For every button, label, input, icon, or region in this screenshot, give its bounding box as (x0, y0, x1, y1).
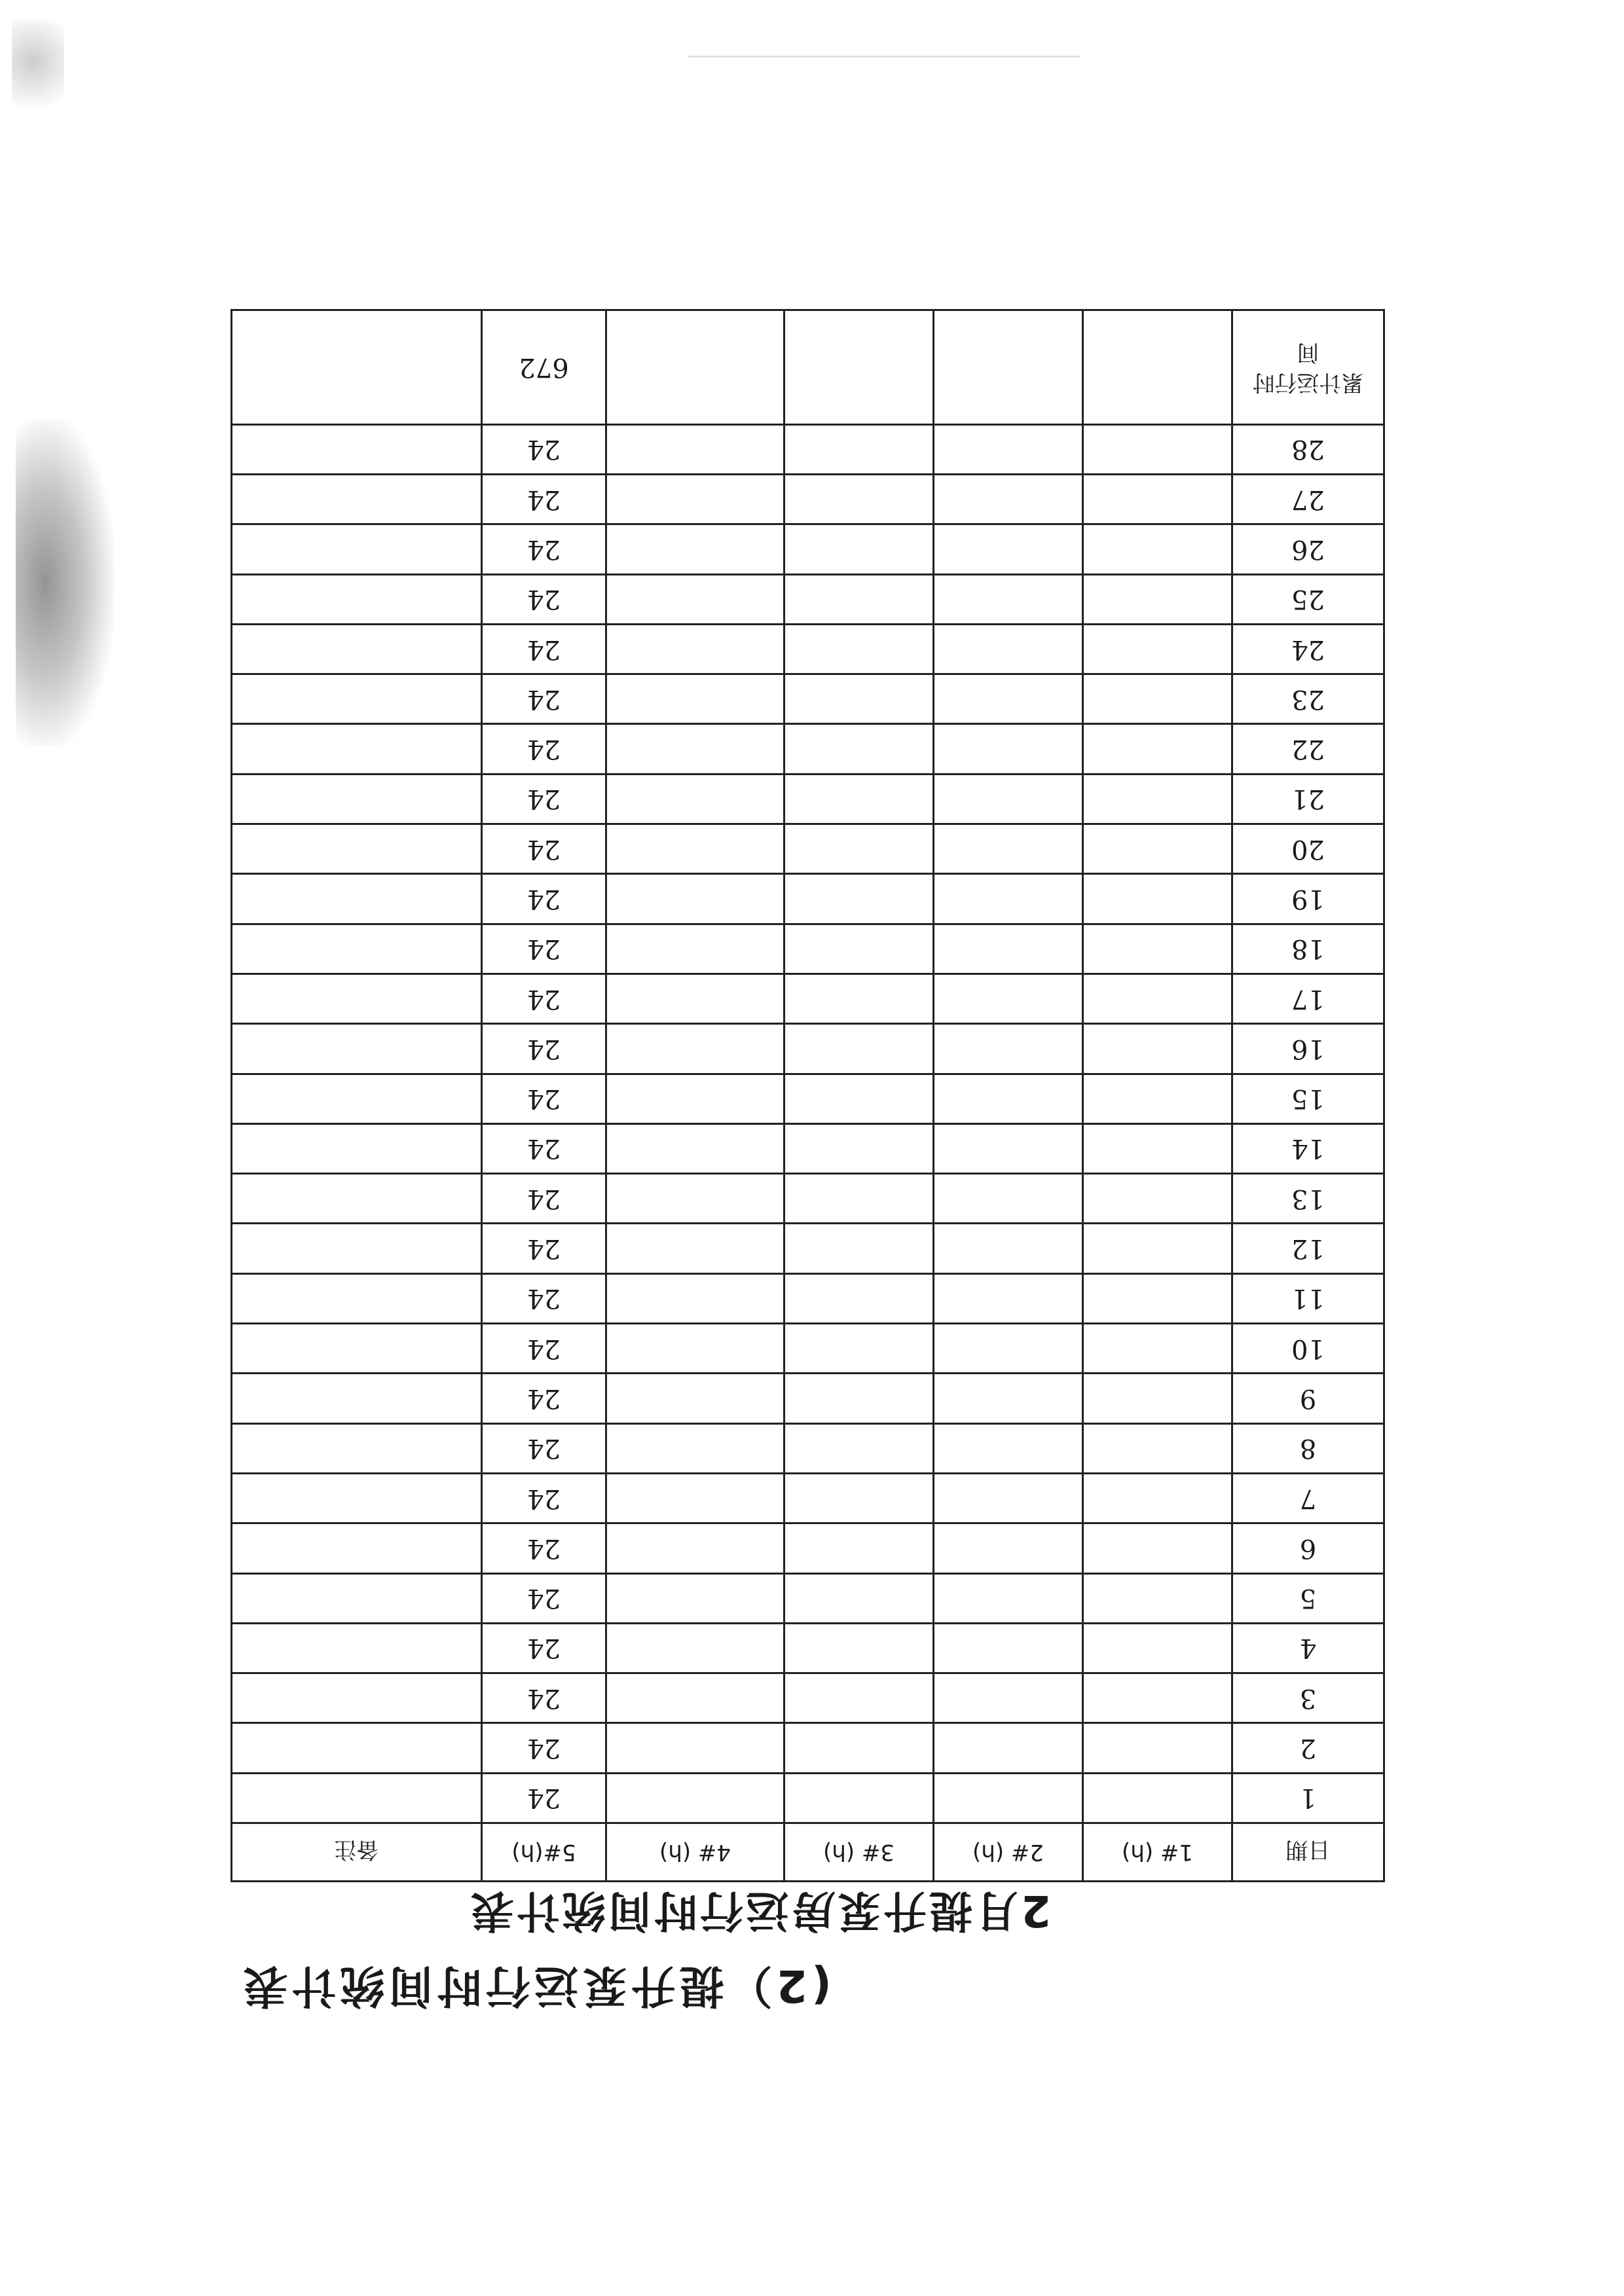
date-cell: 4 (1232, 1623, 1384, 1673)
pump-5-cell: 24 (482, 674, 606, 724)
pump-4-cell (606, 1273, 784, 1323)
pump-3-cell (784, 1224, 934, 1273)
pump-4-cell (606, 474, 784, 524)
pump-1-cell (1083, 574, 1232, 624)
pump-2-cell (934, 1423, 1083, 1473)
pump-2-cell (934, 1673, 1083, 1723)
pump-5-cell: 24 (482, 1324, 606, 1374)
pump-5-cell: 24 (482, 574, 606, 624)
pump-2-cell (934, 824, 1083, 874)
table-row (232, 1024, 1384, 1074)
pump-2-cell (934, 1123, 1083, 1173)
pump-2-cell (934, 974, 1083, 1023)
remarks-cell (232, 1074, 482, 1123)
remarks-cell (232, 724, 482, 774)
date-cell: 2 (1232, 1723, 1384, 1773)
pump-2-cell (934, 924, 1083, 974)
header-remarks: 备注 (232, 1823, 482, 1882)
table-row (232, 1773, 1384, 1823)
remarks-cell (232, 574, 482, 624)
pump-1-cell (1083, 1673, 1232, 1723)
table-row (232, 1174, 1384, 1224)
remarks-cell (232, 474, 482, 524)
pump-5-cell: 24 (482, 424, 606, 474)
header-pump-4: 4# (h) (606, 1823, 784, 1882)
remarks-cell (232, 1473, 482, 1523)
remarks-cell (232, 1523, 482, 1573)
pump-1-cell (1083, 1573, 1232, 1623)
table-row (232, 1224, 1384, 1273)
pump-4-cell (606, 524, 784, 574)
pump-5-cell: 24 (482, 1174, 606, 1224)
remarks-cell (232, 1123, 482, 1173)
remarks-cell (232, 1623, 482, 1673)
pump-4-cell (606, 1423, 784, 1473)
pump-3-cell (784, 1473, 934, 1523)
pump-1-cell (1083, 924, 1232, 974)
pump-2-cell (934, 624, 1083, 674)
pump-4-cell (606, 1573, 784, 1623)
table-title: 2月提升泵房运行时间统计表 (468, 1886, 1051, 1936)
pump-4-cell (606, 1224, 784, 1273)
date-cell: 14 (1232, 1123, 1384, 1173)
table-row (232, 474, 1384, 524)
pump-4-cell (606, 1623, 784, 1673)
pump-2-cell (934, 1573, 1083, 1623)
date-cell: 12 (1232, 1224, 1384, 1273)
pump-3-cell (784, 1123, 934, 1173)
pump-3-cell (784, 524, 934, 574)
date-cell: 10 (1232, 1324, 1384, 1374)
pump-4-cell (606, 1723, 784, 1773)
pump-1-cell (1083, 1374, 1232, 1423)
remarks-cell (232, 774, 482, 824)
pump-3-cell (784, 724, 934, 774)
pump-1-cell (1083, 1723, 1232, 1773)
pump-2-cell (934, 1024, 1083, 1074)
pump-1-cell (1083, 1773, 1232, 1823)
date-cell: 28 (1232, 424, 1384, 474)
pump-3-cell (784, 674, 934, 724)
table-row (232, 1473, 1384, 1523)
pump-4-cell (606, 1324, 784, 1374)
pump-2-cell (934, 1623, 1083, 1673)
date-cell: 21 (1232, 774, 1384, 824)
date-cell: 26 (1232, 524, 1384, 574)
pump-1-cell (1083, 1024, 1232, 1074)
header-pump-5: 5#(h) (482, 1823, 606, 1882)
runtime-table-container (232, 309, 1385, 1882)
pump-5-cell: 24 (482, 924, 606, 974)
table-row (232, 1074, 1384, 1123)
pump-3-cell (784, 1723, 934, 1773)
table-row (232, 1123, 1384, 1173)
pump-2-cell (934, 1174, 1083, 1224)
table-row (232, 1273, 1384, 1323)
date-cell: 19 (1232, 874, 1384, 924)
pump-5-cell: 24 (482, 724, 606, 774)
total-pump-1 (1083, 310, 1232, 424)
pump-runtime-table (231, 309, 1385, 1882)
pump-5-cell: 24 (482, 1523, 606, 1573)
pump-1-cell (1083, 1123, 1232, 1173)
section-heading: (2）提升泵运行时间统计表 (239, 1959, 832, 2011)
pump-5-cell: 24 (482, 1423, 606, 1473)
remarks-cell (232, 1773, 482, 1823)
pump-2-cell (934, 1324, 1083, 1374)
pump-1-cell (1083, 974, 1232, 1023)
pump-1-cell (1083, 824, 1232, 874)
pump-2-cell (934, 724, 1083, 774)
pump-3-cell (784, 1024, 934, 1074)
remarks-cell (232, 424, 482, 474)
pump-1-cell (1083, 524, 1232, 574)
date-cell: 9 (1232, 1374, 1384, 1423)
pump-4-cell (606, 1074, 784, 1123)
pump-2-cell (934, 1473, 1083, 1523)
table-row (232, 724, 1384, 774)
pump-2-cell (934, 424, 1083, 474)
pump-1-cell (1083, 624, 1232, 674)
pump-3-cell (784, 1523, 934, 1573)
pump-4-cell (606, 774, 784, 824)
table-row (232, 1324, 1384, 1374)
date-cell: 20 (1232, 824, 1384, 874)
pump-3-cell (784, 874, 934, 924)
remarks-cell (232, 624, 482, 674)
pump-5-cell: 24 (482, 974, 606, 1023)
pump-1-cell (1083, 1224, 1232, 1273)
pump-1-cell (1083, 774, 1232, 824)
date-cell: 6 (1232, 1523, 1384, 1573)
pump-1-cell (1083, 1473, 1232, 1523)
pump-1-cell (1083, 1074, 1232, 1123)
remarks-cell (232, 1224, 482, 1273)
pump-4-cell (606, 624, 784, 674)
pump-3-cell (784, 1074, 934, 1123)
pump-3-cell (784, 1174, 934, 1224)
pump-5-cell: 24 (482, 1024, 606, 1074)
pump-2-cell (934, 1773, 1083, 1823)
date-cell: 5 (1232, 1573, 1384, 1623)
pump-1-cell (1083, 474, 1232, 524)
table-row (232, 1523, 1384, 1573)
remarks-cell (232, 1024, 482, 1074)
pump-1-cell (1083, 674, 1232, 724)
table-row (232, 874, 1384, 924)
pump-3-cell (784, 474, 934, 524)
table-header-row (232, 1823, 1384, 1882)
pump-5-cell: 24 (482, 1224, 606, 1273)
table-row (232, 1573, 1384, 1623)
pump-5-cell: 24 (482, 1123, 606, 1173)
date-cell: 27 (1232, 474, 1384, 524)
date-cell: 16 (1232, 1024, 1384, 1074)
pump-2-cell (934, 1723, 1083, 1773)
pump-1-cell (1083, 1174, 1232, 1224)
pump-4-cell (606, 574, 784, 624)
table-row (232, 974, 1384, 1023)
pump-5-cell: 24 (482, 824, 606, 874)
pump-2-cell (934, 674, 1083, 724)
total-label-cell (1232, 310, 1384, 424)
pump-5-cell: 24 (482, 874, 606, 924)
pump-4-cell (606, 1174, 784, 1224)
pump-4-cell (606, 424, 784, 474)
total-pump-4 (606, 310, 784, 424)
date-cell: 7 (1232, 1473, 1384, 1523)
header-date: 日期 (1232, 1823, 1384, 1882)
table-row (232, 1623, 1384, 1673)
pump-5-cell: 24 (482, 1773, 606, 1823)
header-pump-1: 1# (h) (1083, 1823, 1232, 1882)
pump-3-cell (784, 974, 934, 1023)
pump-5-cell: 24 (482, 774, 606, 824)
table-row (232, 674, 1384, 724)
table-row (232, 424, 1384, 474)
pump-4-cell (606, 674, 784, 724)
pump-5-cell: 24 (482, 1374, 606, 1423)
pump-4-cell (606, 1123, 784, 1173)
table-row (232, 924, 1384, 974)
pump-2-cell (934, 524, 1083, 574)
pump-3-cell (784, 624, 934, 674)
pump-3-cell (784, 1673, 934, 1723)
remarks-cell (232, 1273, 482, 1323)
table-body (232, 424, 1384, 1823)
date-cell: 13 (1232, 1174, 1384, 1224)
pump-2-cell (934, 874, 1083, 924)
remarks-cell (232, 824, 482, 874)
pump-1-cell (1083, 1273, 1232, 1323)
pump-2-cell (934, 774, 1083, 824)
date-cell: 8 (1232, 1423, 1384, 1473)
pump-2-cell (934, 1523, 1083, 1573)
pump-5-cell: 24 (482, 474, 606, 524)
pump-5-cell: 24 (482, 1573, 606, 1623)
pump-4-cell (606, 1024, 784, 1074)
pump-4-cell (606, 974, 784, 1023)
total-pump-2 (934, 310, 1083, 424)
table-row (232, 624, 1384, 674)
pump-1-cell (1083, 1423, 1232, 1473)
pump-4-cell (606, 824, 784, 874)
remarks-cell (232, 1423, 482, 1473)
table-row (232, 574, 1384, 624)
remarks-cell (232, 1324, 482, 1374)
remarks-cell (232, 874, 482, 924)
pump-4-cell (606, 1773, 784, 1823)
total-pump-5: 672 (482, 310, 606, 424)
pump-3-cell (784, 1773, 934, 1823)
remarks-cell (232, 924, 482, 974)
pump-2-cell (934, 1273, 1083, 1323)
pump-3-cell (784, 824, 934, 874)
pump-1-cell (1083, 724, 1232, 774)
pump-5-cell: 24 (482, 1273, 606, 1323)
pump-4-cell (606, 874, 784, 924)
pump-1-cell (1083, 1623, 1232, 1673)
date-cell: 1 (1232, 1773, 1384, 1823)
date-cell: 3 (1232, 1673, 1384, 1723)
pump-1-cell (1083, 874, 1232, 924)
pump-5-cell: 24 (482, 1673, 606, 1723)
date-cell: 24 (1232, 624, 1384, 674)
pump-3-cell (784, 774, 934, 824)
pump-1-cell (1083, 1523, 1232, 1573)
total-pump-3 (784, 310, 934, 424)
pump-2-cell (934, 1224, 1083, 1273)
date-cell: 25 (1232, 574, 1384, 624)
date-cell: 22 (1232, 724, 1384, 774)
date-cell: 18 (1232, 924, 1384, 974)
remarks-cell (232, 524, 482, 574)
pump-3-cell (784, 1623, 934, 1673)
pump-2-cell (934, 1374, 1083, 1423)
pump-3-cell (784, 1324, 934, 1374)
date-cell: 15 (1232, 1074, 1384, 1123)
total-remarks (232, 310, 482, 424)
pump-4-cell (606, 724, 784, 774)
pump-3-cell (784, 924, 934, 974)
pump-1-cell (1083, 424, 1232, 474)
table-row (232, 1673, 1384, 1723)
table-row (232, 524, 1384, 574)
table-row (232, 1723, 1384, 1773)
remarks-cell (232, 1374, 482, 1423)
pump-4-cell (606, 1523, 784, 1573)
total-label: 累计运行时间 (1252, 338, 1364, 395)
pump-5-cell: 24 (482, 1473, 606, 1523)
date-cell: 17 (1232, 974, 1384, 1023)
pump-4-cell (606, 1374, 784, 1423)
pump-5-cell: 24 (482, 624, 606, 674)
table-row (232, 774, 1384, 824)
remarks-cell (232, 1174, 482, 1224)
pump-2-cell (934, 1074, 1083, 1123)
table-row (232, 1423, 1384, 1473)
header-pump-3: 3# (h) (784, 1823, 934, 1882)
pump-5-cell: 24 (482, 1723, 606, 1773)
date-cell: 23 (1232, 674, 1384, 724)
remarks-cell (232, 674, 482, 724)
pump-3-cell (784, 1573, 934, 1623)
pump-5-cell: 24 (482, 524, 606, 574)
table-row (232, 824, 1384, 874)
pump-3-cell (784, 574, 934, 624)
pump-4-cell (606, 1473, 784, 1523)
header-pump-2: 2# (h) (934, 1823, 1083, 1882)
pump-3-cell (784, 1423, 934, 1473)
pump-5-cell: 24 (482, 1074, 606, 1123)
remarks-cell (232, 1673, 482, 1723)
pump-5-cell: 24 (482, 1623, 606, 1673)
pump-1-cell (1083, 1324, 1232, 1374)
pump-3-cell (784, 1374, 934, 1423)
pump-4-cell (606, 924, 784, 974)
remarks-cell (232, 974, 482, 1023)
remarks-cell (232, 1723, 482, 1773)
pump-3-cell (784, 1273, 934, 1323)
total-row (232, 310, 1384, 424)
table-row (232, 1374, 1384, 1423)
pump-2-cell (934, 574, 1083, 624)
remarks-cell (232, 1573, 482, 1623)
date-cell: 11 (1232, 1273, 1384, 1323)
pump-4-cell (606, 1673, 784, 1723)
pump-2-cell (934, 474, 1083, 524)
pump-3-cell (784, 424, 934, 474)
